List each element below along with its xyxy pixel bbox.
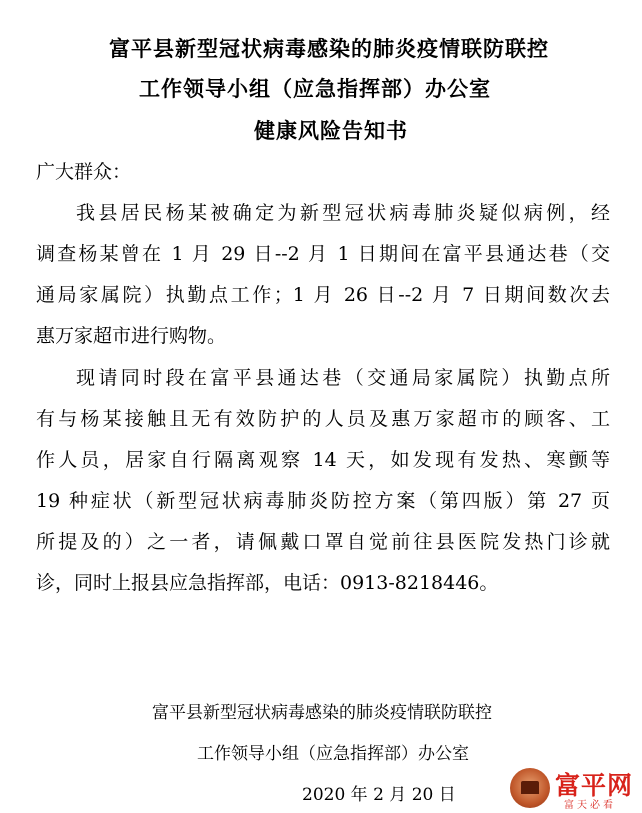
salutation: 广大群众： xyxy=(36,161,132,183)
signature-line-1: 富平县新型冠状病毒感染的肺炎疫情联防联控 xyxy=(152,703,492,723)
heading-line-1: 富平县新型冠状病毒感染的肺炎疫情联防联控 xyxy=(109,37,549,61)
paragraph2-line: 19 种症状（新型冠状病毒肺炎防控方案（第四版）第 27 页 xyxy=(36,490,610,512)
paragraph2-line: 所提及的）之一者，请佩戴口罩自觉前往县医院发热门诊就 xyxy=(36,531,610,553)
paragraph2-line: 诊，同时上报县应急指挥部，电话：0913-8218446。 xyxy=(36,572,499,594)
paragraph1-line: 调查杨某曾在 1 月 29 日--2 月 1 日期间在富平县通达巷（交 xyxy=(36,243,610,265)
site-watermark-logo xyxy=(510,768,640,810)
paragraph2-line: 作人员，居家自行隔离观察 14 天，如发现有发热、寒颤等 xyxy=(36,449,610,471)
signature-date: 2020 年 2 月 20 日 xyxy=(302,785,456,805)
signature-line-2: 工作领导小组（应急指挥部）办公室 xyxy=(197,744,469,764)
heading-line-3: 健康风险告知书 xyxy=(254,119,408,143)
paragraph2-line: 有与杨某接触且无有效防护的人员及惠万家超市的顾客、工 xyxy=(36,408,610,430)
tower-emblem-icon xyxy=(510,768,550,808)
paragraph1-line: 我县居民杨某被确定为新型冠状病毒肺炎疑似病例，经 xyxy=(76,202,610,224)
paragraph1-line: 通局家属院）执勤点工作；1 月 26 日--2 月 7 日期间数次去 xyxy=(36,284,610,306)
watermark-subtitle: 富天必看 xyxy=(564,800,616,811)
heading-line-2: 工作领导小组（应急指挥部）办公室 xyxy=(139,77,491,101)
watermark-name: 富平网 xyxy=(555,771,634,800)
paragraph2-line: 现请同时段在富平县通达巷（交通局家属院）执勤点所 xyxy=(76,367,610,389)
paragraph1-line: 惠万家超市进行购物。 xyxy=(36,325,227,347)
